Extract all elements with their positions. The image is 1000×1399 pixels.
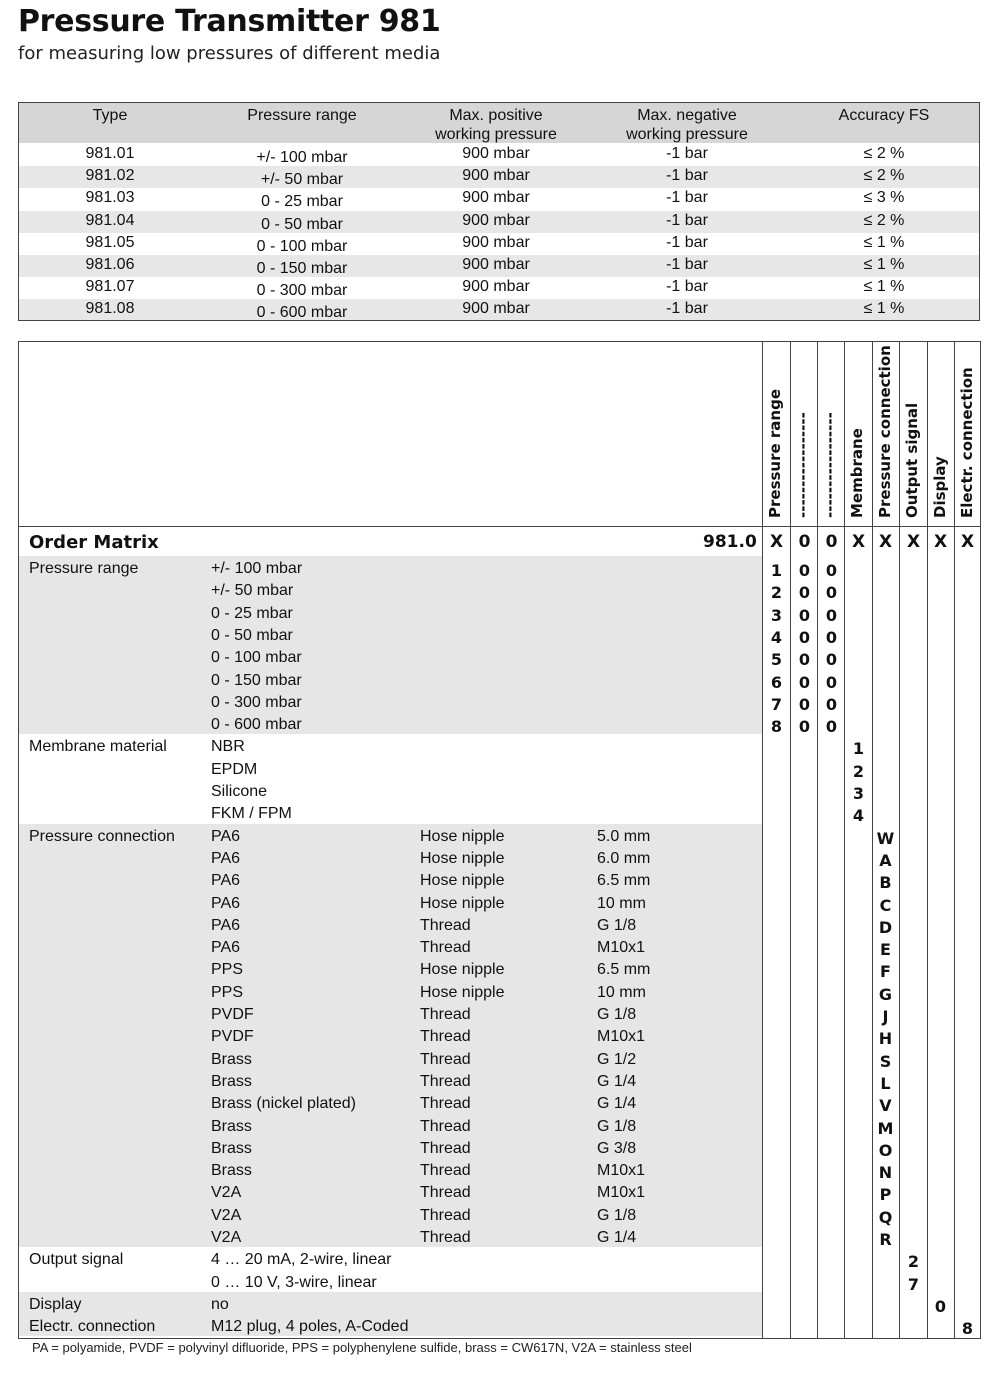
- option-text: Silicone: [211, 783, 268, 800]
- spec-cell: -1 bar: [666, 211, 708, 229]
- option-code: 0: [825, 627, 838, 647]
- option-code: 0: [825, 694, 838, 714]
- option-code: 3: [770, 605, 783, 625]
- option-code: 8: [961, 1319, 974, 1339]
- option-text: 6.5 mm: [597, 961, 651, 979]
- option-text: M12 plug, 4 poles, A-Coded: [211, 1318, 409, 1336]
- group-band: [19, 1292, 762, 1314]
- spec-row: [19, 233, 979, 255]
- spec-cell: -1 bar: [666, 167, 708, 185]
- option-code: E: [880, 940, 891, 960]
- code-column-divider: [927, 342, 928, 1338]
- spec-cell: ≤ 1 %: [863, 278, 905, 296]
- code-column-divider: [790, 342, 791, 1338]
- column-header-7: Display: [931, 456, 949, 518]
- option-code: 1: [770, 561, 783, 580]
- spec-cell: -1 bar: [666, 145, 708, 162]
- option-code: 2: [770, 583, 783, 603]
- specification-table: [18, 102, 980, 321]
- spec-cell: -1 bar: [666, 256, 708, 273]
- spec-cell: 0 - 50 mbar: [261, 215, 343, 233]
- column-header-1: Pressure range: [766, 388, 784, 518]
- option-code: 2: [907, 1252, 920, 1272]
- page-title: Pressure Transmitter 981: [18, 4, 441, 39]
- option-code: P: [879, 1185, 892, 1205]
- code-column-divider: [817, 342, 818, 1338]
- spec-cell: 900 mbar: [462, 233, 530, 251]
- option-text: 0 … 10 V, 3-wire, linear: [211, 1273, 377, 1291]
- option-text: 10 mm: [597, 983, 646, 1001]
- option-code: W: [876, 828, 895, 848]
- option-text: Thread: [420, 1184, 471, 1202]
- spec-cell: 981.04: [85, 211, 135, 229]
- column-header-3: -----------------: [821, 412, 839, 518]
- spec-cell: 981.07: [85, 278, 135, 296]
- option-code: 0: [825, 650, 838, 670]
- option-code: 0: [798, 650, 811, 670]
- option-text: G 1/4: [597, 1072, 637, 1090]
- option-text: Brass: [211, 1072, 252, 1090]
- option-text: PA6: [211, 939, 241, 957]
- option-code: 2: [852, 761, 865, 781]
- option-text: 6.0 mm: [597, 849, 651, 867]
- option-code: N: [878, 1163, 893, 1183]
- spec-cell: 900 mbar: [462, 211, 530, 229]
- spec-row: [19, 144, 979, 166]
- order-matrix-label: Order Matrix: [29, 532, 159, 553]
- option-text: Thread: [420, 1206, 471, 1224]
- spec-column-header: [396, 106, 596, 144]
- option-code: 0: [798, 561, 811, 580]
- option-code: G: [878, 984, 893, 1004]
- option-text: PVDF: [211, 1028, 254, 1046]
- spec-row: [19, 255, 979, 277]
- option-text: Thread: [420, 1072, 471, 1090]
- option-code: V: [879, 1096, 892, 1116]
- option-text: Brass: [211, 1050, 252, 1068]
- option-code: H: [878, 1029, 893, 1049]
- column-header-6: Output signal: [903, 402, 921, 518]
- option-code: R: [879, 1230, 892, 1249]
- option-text: 4 … 20 mA, 2-wire, linear: [211, 1251, 392, 1269]
- option-text: Brass: [211, 1117, 252, 1135]
- spec-column-header-line: Max. positive: [449, 107, 543, 124]
- option-text: M10x1: [597, 1184, 646, 1202]
- option-text: M10x1: [597, 1028, 646, 1046]
- option-text: NBR: [211, 738, 245, 756]
- spec-cell: -1 bar: [666, 233, 708, 251]
- column-header-8: Electr. connection: [958, 367, 976, 518]
- spec-cell: 0 - 150 mbar: [256, 260, 348, 277]
- option-text: PPS: [211, 983, 244, 1001]
- order-code-placeholder: 0: [798, 532, 811, 552]
- option-code: Q: [878, 1207, 893, 1227]
- option-text: Hose nipple: [420, 983, 505, 1001]
- option-text: PA6: [211, 872, 241, 890]
- option-code: 4: [852, 806, 865, 826]
- spec-cell: +/- 100 mbar: [256, 149, 348, 166]
- option-text: Thread: [420, 1162, 471, 1180]
- spec-row: [19, 277, 979, 299]
- option-code: 0: [798, 717, 811, 737]
- option-text: Thread: [420, 1028, 471, 1046]
- group-band: [19, 824, 762, 1248]
- option-text: 0 - 600 mbar: [211, 716, 302, 734]
- option-text: 10 mm: [597, 894, 646, 912]
- option-text: G 1/8: [597, 1117, 637, 1135]
- column-header-2: -----------------: [794, 412, 812, 518]
- header-divider: [19, 526, 980, 527]
- spec-cell: 900 mbar: [462, 167, 530, 185]
- option-text: no: [211, 1295, 229, 1313]
- spec-column-header: [18, 106, 210, 125]
- spec-cell: -1 bar: [666, 300, 708, 318]
- option-code: 7: [770, 694, 783, 714]
- option-code: 0: [825, 583, 838, 603]
- option-text: V2A: [211, 1206, 242, 1224]
- option-text: G 1/4: [597, 1095, 637, 1113]
- option-text: +/- 100 mbar: [211, 560, 303, 577]
- option-text: +/- 50 mbar: [211, 582, 294, 600]
- option-text: G 1/8: [597, 1006, 637, 1023]
- option-text: PPS: [211, 961, 244, 979]
- option-code: B: [879, 873, 892, 893]
- option-code: 0: [798, 672, 811, 692]
- option-text: 0 - 50 mbar: [211, 626, 293, 644]
- option-text: PA6: [211, 894, 241, 912]
- option-text: Hose nipple: [420, 961, 505, 979]
- option-text: 5.0 mm: [597, 827, 651, 845]
- spec-column-header-line: Type: [92, 107, 128, 124]
- option-text: Thread: [420, 1095, 471, 1113]
- option-text: Thread: [420, 1050, 471, 1068]
- spec-column-header-line: Accuracy FS: [838, 107, 930, 124]
- spec-cell: -1 bar: [666, 189, 708, 207]
- option-code: 1: [852, 739, 865, 759]
- order-code-placeholder: X: [878, 532, 893, 552]
- order-code-placeholder: X: [769, 532, 784, 552]
- option-code: 0: [934, 1296, 947, 1316]
- option-code: 4: [770, 627, 783, 647]
- order-code-placeholder: X: [851, 532, 866, 552]
- spec-cell: 981.08: [85, 300, 135, 318]
- order-code-placeholder: X: [906, 532, 921, 552]
- order-matrix-code: 981.0: [703, 532, 757, 552]
- spec-column-header-line: working pressure: [626, 126, 748, 143]
- option-code: 0: [798, 583, 811, 603]
- option-text: 0 - 100 mbar: [211, 649, 302, 667]
- spec-cell: 0 - 600 mbar: [256, 304, 348, 321]
- spec-row: [19, 299, 979, 321]
- option-text: FKM / FPM: [211, 805, 292, 823]
- option-text: 6.5 mm: [597, 872, 651, 890]
- option-code: 0: [825, 672, 838, 692]
- option-text: Thread: [420, 939, 471, 957]
- option-text: M10x1: [597, 1162, 646, 1180]
- option-code: F: [880, 962, 891, 982]
- option-code: 3: [852, 784, 865, 803]
- option-code: O: [878, 1140, 893, 1160]
- spec-column-header: [202, 106, 402, 125]
- option-code: C: [879, 895, 892, 915]
- spec-cell: 0 - 100 mbar: [256, 237, 348, 255]
- spec-cell: ≤ 1 %: [863, 300, 905, 318]
- option-code: 0: [825, 561, 838, 580]
- option-text: PVDF: [211, 1006, 254, 1023]
- option-code: D: [878, 917, 893, 937]
- option-text: 0 - 25 mbar: [211, 604, 293, 622]
- spec-row: [19, 166, 979, 188]
- spec-row: [19, 188, 979, 210]
- spec-cell: 981.02: [85, 167, 135, 185]
- spec-cell: 0 - 25 mbar: [261, 193, 343, 211]
- option-text: 0 - 300 mbar: [211, 693, 302, 711]
- option-code: 0: [798, 627, 811, 647]
- option-text: EPDM: [211, 760, 258, 778]
- option-text: M10x1: [597, 939, 646, 957]
- spec-column-header: [587, 106, 787, 144]
- option-text: 0 - 150 mbar: [211, 671, 302, 689]
- option-text: Thread: [420, 1229, 471, 1246]
- option-code: S: [879, 1051, 892, 1071]
- option-text: Hose nipple: [420, 894, 505, 912]
- option-text: V2A: [211, 1184, 242, 1202]
- option-code: M: [877, 1118, 894, 1138]
- code-column-divider: [899, 342, 900, 1338]
- option-code: 0: [798, 694, 811, 714]
- column-header-4: Membrane: [848, 428, 866, 518]
- spec-cell: 900 mbar: [462, 256, 530, 273]
- group-label: Electr. connection: [29, 1318, 156, 1336]
- option-text: G 1/4: [597, 1229, 637, 1246]
- option-text: Hose nipple: [420, 872, 505, 890]
- order-matrix: [18, 341, 981, 1339]
- spec-cell: 981.06: [85, 256, 135, 273]
- option-code: 8: [770, 717, 783, 737]
- option-text: G 1/8: [597, 916, 637, 934]
- option-code: J: [882, 1007, 889, 1026]
- spec-column-header-line: Pressure range: [247, 107, 357, 124]
- spec-cell: ≤ 2 %: [863, 145, 905, 162]
- spec-cell: 981.01: [85, 145, 135, 162]
- option-text: Hose nipple: [420, 827, 505, 845]
- spec-column-header-line: Max. negative: [637, 107, 737, 124]
- group-label: Membrane material: [29, 738, 167, 756]
- order-code-placeholder: X: [960, 532, 975, 552]
- spec-column-header-line: working pressure: [435, 126, 557, 143]
- spec-cell: 900 mbar: [462, 145, 530, 162]
- spec-cell: 981.05: [85, 233, 135, 251]
- option-text: Thread: [420, 1117, 471, 1135]
- page-subtitle: for measuring low pressures of different media: [18, 43, 441, 64]
- spec-cell: 981.03: [85, 189, 135, 207]
- option-text: Brass: [211, 1162, 252, 1180]
- spec-cell: 900 mbar: [462, 300, 530, 318]
- spec-cell: ≤ 1 %: [863, 256, 905, 273]
- spec-cell: 900 mbar: [462, 278, 530, 296]
- option-code: 7: [907, 1274, 920, 1294]
- option-text: PA6: [211, 849, 241, 867]
- spec-cell: 0 - 300 mbar: [256, 282, 348, 300]
- spec-cell: ≤ 2 %: [863, 211, 905, 229]
- option-code: 0: [825, 605, 838, 625]
- option-text: Brass: [211, 1139, 252, 1157]
- spec-cell: -1 bar: [666, 278, 708, 296]
- code-column-divider: [762, 342, 763, 1338]
- spec-cell: +/- 50 mbar: [260, 171, 344, 189]
- option-text: G 3/8: [597, 1139, 637, 1157]
- spec-cell: ≤ 3 %: [863, 189, 905, 207]
- option-code: A: [879, 850, 892, 870]
- group-label: Pressure connection: [29, 827, 175, 845]
- spec-cell: ≤ 1 %: [863, 233, 905, 251]
- option-text: G 1/2: [597, 1050, 637, 1068]
- code-column-divider: [844, 342, 845, 1338]
- group-label: Output signal: [29, 1251, 124, 1269]
- group-band: [19, 556, 762, 734]
- option-text: V2A: [211, 1229, 242, 1246]
- column-header-5: Pressure connection: [876, 345, 894, 518]
- footnote: PA = polyamide, PVDF = polyvinyl difluoride, PPS = polyphenylene sulfide, brass = CW617N, V2A = stainless steel: [32, 1340, 692, 1355]
- option-text: G 1/8: [597, 1206, 637, 1224]
- group-label: Pressure range: [29, 560, 139, 577]
- option-code: 0: [825, 717, 838, 737]
- spec-cell: 900 mbar: [462, 189, 530, 207]
- order-code-placeholder: 0: [825, 532, 838, 552]
- option-text: Thread: [420, 916, 471, 934]
- spec-row: [19, 211, 979, 233]
- option-text: Hose nipple: [420, 849, 505, 867]
- order-code-placeholder: X: [933, 532, 948, 552]
- option-code: 0: [798, 605, 811, 625]
- spec-column-header: [784, 106, 980, 125]
- option-code: L: [880, 1073, 891, 1093]
- option-code: 5: [770, 650, 783, 670]
- option-code: 6: [770, 672, 783, 692]
- option-text: PA6: [211, 916, 241, 934]
- code-column-divider: [954, 342, 955, 1338]
- spec-cell: ≤ 2 %: [863, 167, 905, 185]
- group-label: Display: [29, 1295, 82, 1313]
- option-text: Brass (nickel plated): [211, 1095, 356, 1113]
- option-text: PA6: [211, 827, 241, 845]
- option-text: Thread: [420, 1139, 471, 1157]
- option-text: Thread: [420, 1006, 471, 1023]
